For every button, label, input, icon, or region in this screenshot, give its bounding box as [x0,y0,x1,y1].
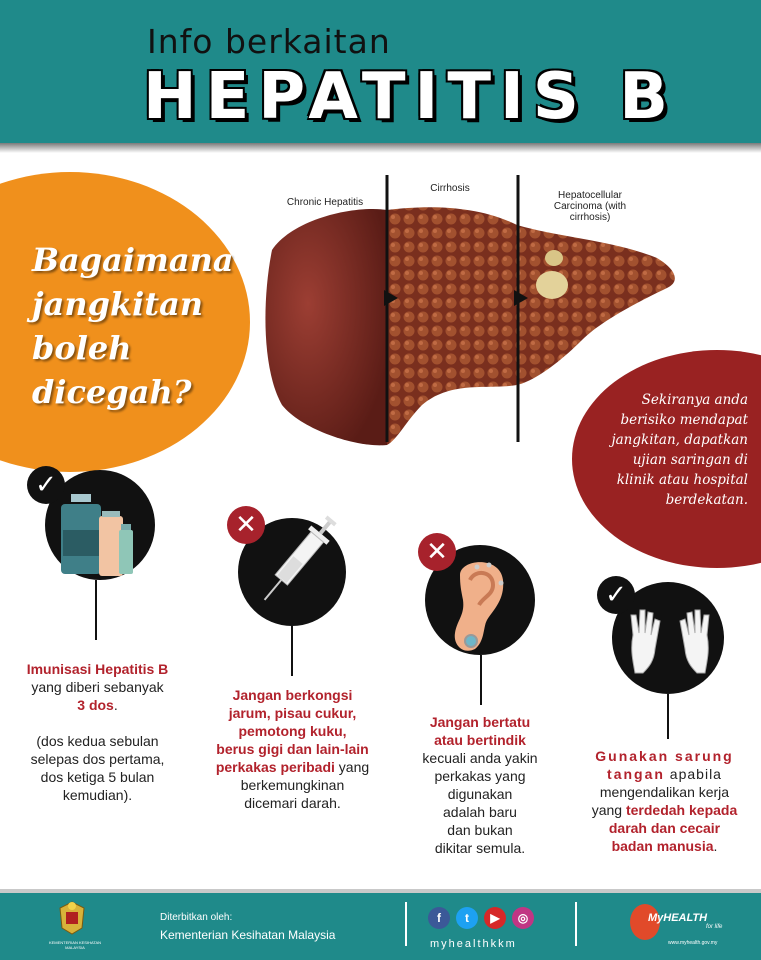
tip-text-no-tattoo [395,713,565,857]
tip-highlight: berus gigi dan lain-lain [216,741,369,757]
tip-highlight: terdedah kepada [625,802,738,818]
page-subtitle: Info berkaitan [147,22,391,61]
tip-punctuation: . [713,838,718,854]
advice-text [584,390,748,510]
tip-note: (dos kedua sebulan [36,733,159,749]
check-icon: ✓ [27,466,65,504]
syringe-icon [248,505,348,620]
footer-separator [405,902,407,946]
instagram-icon[interactable]: ◎ [512,907,534,929]
advice-line: berdekatan. [665,492,748,508]
footer-separator [575,902,577,946]
tip-highlight: Jangan bertatu [429,714,531,730]
ministry-caption: KEMENTERIAN KESIHATAN MALAYSIA [48,940,102,950]
tip-body: perkakas yang [434,768,526,784]
tip-body: digunakan [447,786,513,802]
malaysia-coat-of-arms-icon [52,898,92,938]
brand-tagline: for life [706,924,723,930]
tip-highlight: perkakas peribadi [215,759,335,775]
connector-line [291,626,293,676]
tip-highlight: Imunisasi Hepatitis B [26,661,169,677]
tip-text-no-sharing [180,686,405,812]
question-line: jangkitan [32,285,204,323]
tip-body: apabila [664,766,722,782]
tip-highlight: atau bertindik [434,732,526,748]
tip-body: adalah baru [443,804,517,820]
tip-body: dikitar semula. [434,840,526,856]
tip-highlight: jarum, pisau cukur, [228,705,357,721]
tip-highlight: darah dan cecair [608,820,721,836]
tip-body: yang diberi sebanyak [31,679,164,695]
tip-highlight: badan manusia [611,838,714,854]
question-line: dicegah? [32,373,192,411]
stage-label: Hepatocellular Carcinoma (with cirrhosis) [553,190,627,223]
tip-highlight: Jangan berkongsi [232,687,353,703]
tip-note: kemudian). [62,787,133,803]
brand-name: MyHEALTH [648,912,708,924]
advice-line: ujian saringan di [632,452,748,468]
connector-line [95,580,97,640]
tip-body: dan bukan [447,822,513,838]
tip-punctuation: . [113,697,118,713]
tip-body: berkemungkinan [240,777,345,793]
tip-body: kecuali anda yakin [422,750,538,766]
advice-line: berisiko mendapat [620,412,748,428]
tip-body: dicemari darah. [244,795,341,811]
gloves-icon [625,605,715,680]
cross-icon: ✕ [418,533,456,571]
connector-line [667,694,669,739]
tip-highlight: tangan [607,766,665,782]
tip-body: yang [334,759,370,775]
tip-body: mengendalikan kerja [599,784,730,800]
tip-highlight: 3 dos [77,697,114,713]
question-line: Bagaimana [32,241,234,279]
social-handle[interactable]: myhealthkkm [430,938,517,950]
check-icon: ✓ [597,576,635,614]
tip-text-vaccination [5,660,190,804]
facebook-icon[interactable]: f [428,907,450,929]
published-by-label: Diterbitkan oleh: [160,912,233,923]
tip-highlight: Gunakan sarung [595,748,734,764]
tip-note: selepas dos pertama, [30,751,165,767]
youtube-icon[interactable]: ▶ [484,907,506,929]
question-text [32,238,232,414]
stage-label: Cirrhosis [430,183,470,194]
twitter-icon[interactable]: t [456,907,478,929]
cross-icon: ✕ [227,506,265,544]
vaccine-bottles-icon [55,490,145,585]
brand-url[interactable]: www.myhealth.gov.my [668,940,718,946]
tip-note: dos ketiga 5 bulan [40,769,155,785]
ministry-name: Kementerian Kesihatan Malaysia [160,928,336,942]
stage-label: Chronic Hepatitis [286,197,364,208]
question-line: boleh [32,329,132,367]
advice-line: klinik atau hospital [616,472,748,488]
tip-text-gloves [572,747,757,855]
pierced-ear-icon [445,555,515,655]
page-title: HEPATITIS B [143,60,677,134]
advice-line: jangkitan, dapatkan [611,432,748,448]
tip-body: yang [591,802,626,818]
tip-highlight: pemotong kuku, [238,723,347,739]
advice-line: Sekiranya anda [641,392,748,408]
header-shadow [0,143,761,153]
connector-line [480,655,482,705]
